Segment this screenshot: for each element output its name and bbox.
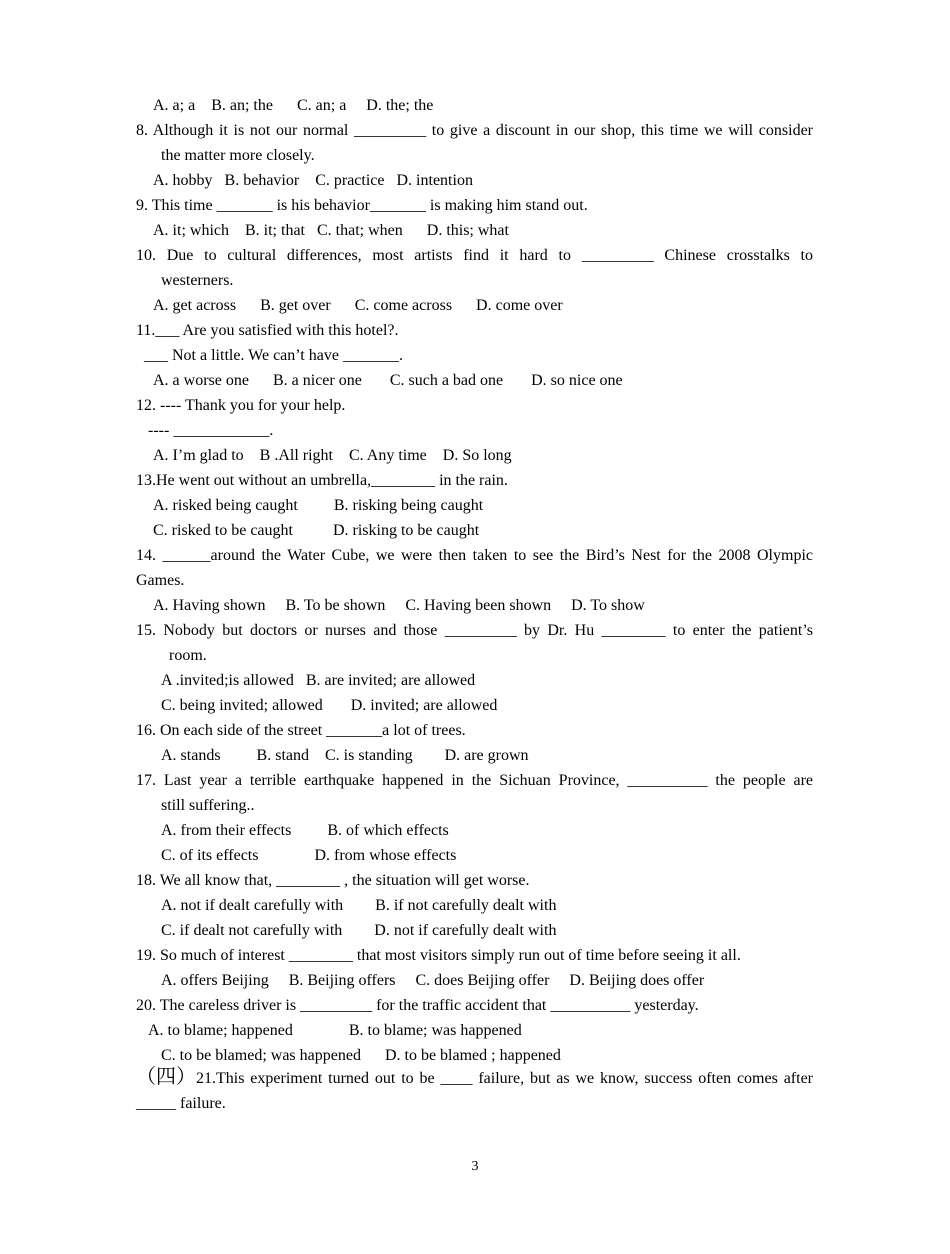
q18-options-cd: C. if dealt not carefully with D. not if carefully dealt with xyxy=(161,922,557,939)
page-number: 3 xyxy=(471,1159,479,1174)
q9-options: A. it; which B. it; that C. that; when D. this; what xyxy=(153,222,509,239)
q19-stem: 19. So much of interest ________ that most visitors simply run out of time before seeing it all. xyxy=(136,947,741,964)
q16-options: A. stands B. stand C. is standing D. are grown xyxy=(161,747,529,764)
q15-stem: 15. Nobody but doctors or nurses and those _________ by Dr. Hu ________ to enter the patient’s xyxy=(136,622,813,639)
q9-stem: 9. This time _______ is his behavior_______ is making him stand out. xyxy=(136,197,588,214)
q13-options-ab: A. risked being caught B. risking being caught xyxy=(153,497,484,514)
q8-options: A. hobby B. behavior C. practice D. intention xyxy=(153,172,473,189)
q12-options: A. I’m glad to B .All right C. Any time D. So long xyxy=(153,447,512,464)
q12-stem: 12. ---- Thank you for your help. xyxy=(136,397,346,414)
q7-options: A. a; a B. an; the C. an; a D. the; the xyxy=(153,97,434,114)
q15-stem-cont: room. xyxy=(169,647,207,664)
q17-options-cd: C. of its effects D. from whose effects xyxy=(161,847,457,864)
q14-stem: 14. ______around the Water Cube, we were then taken to see the Bird’s Nest for the 2008 Olympic xyxy=(136,547,813,564)
q10-options: A. get across B. get over C. come across D. come over xyxy=(153,297,563,314)
q12-reply: ---- ____________. xyxy=(148,422,274,439)
section-four-marker: （四） xyxy=(136,1066,196,1088)
q20-options-cd: C. to be blamed; was happened D. to be blamed ; happened xyxy=(161,1047,561,1064)
q17-stem-cont: still suffering.. xyxy=(161,797,255,814)
q13-stem: 13.He went out without an umbrella,________ in the rain. xyxy=(136,472,508,489)
q10-stem-cont: westerners. xyxy=(161,272,234,289)
q18-options-ab: A. not if dealt carefully with B. if not carefully dealt with xyxy=(161,897,557,914)
q17-stem: 17. Last year a terrible earthquake happened in the Sichuan Province, __________ the people are xyxy=(136,772,813,789)
q21-stem-cont: _____ failure. xyxy=(136,1095,226,1112)
q11-reply: ___ Not a little. We can’t have _______. xyxy=(144,347,403,364)
q21-stem-text: 21.This experiment turned out to be ____ failure, but as we know, success often comes after xyxy=(196,1070,813,1087)
q13-options-cd: C. risked to be caught D. risking to be caught xyxy=(153,522,480,539)
q16-stem: 16. On each side of the street _______a lot of trees. xyxy=(136,722,466,739)
q15-options-ab: A .invited;is allowed B. are invited; are allowed xyxy=(161,672,476,689)
q15-options-cd: C. being invited; allowed D. invited; are allowed xyxy=(161,697,498,714)
q8-stem: 8. Although it is not our normal _________ to give a discount in our shop, this time we will consider xyxy=(136,122,813,139)
q8-stem-cont: the matter more closely. xyxy=(161,147,315,164)
q11-options: A. a worse one B. a nicer one C. such a bad one D. so nice one xyxy=(153,372,623,389)
q20-stem: 20. The careless driver is _________ for the traffic accident that __________ yesterday. xyxy=(136,997,699,1014)
q11-stem: 11.___ Are you satisfied with this hotel?. xyxy=(136,322,399,339)
q14-options: A. Having shown B. To be shown C. Having been shown D. To show xyxy=(153,597,645,614)
q10-stem: 10. Due to cultural differences, most artists find it hard to _________ Chinese crosstalks to xyxy=(136,247,813,264)
q17-options-ab: A. from their effects B. of which effects xyxy=(161,822,449,839)
q20-options-ab: A. to blame; happened B. to blame; was happened xyxy=(148,1022,522,1039)
q14-stem-cont: Games. xyxy=(136,572,185,589)
q21-stem xyxy=(136,1067,813,1089)
q18-stem: 18. We all know that, ________ , the situation will get worse. xyxy=(136,872,530,889)
q19-options: A. offers Beijing B. Beijing offers C. does Beijing offer D. Beijing does offer xyxy=(161,972,705,989)
